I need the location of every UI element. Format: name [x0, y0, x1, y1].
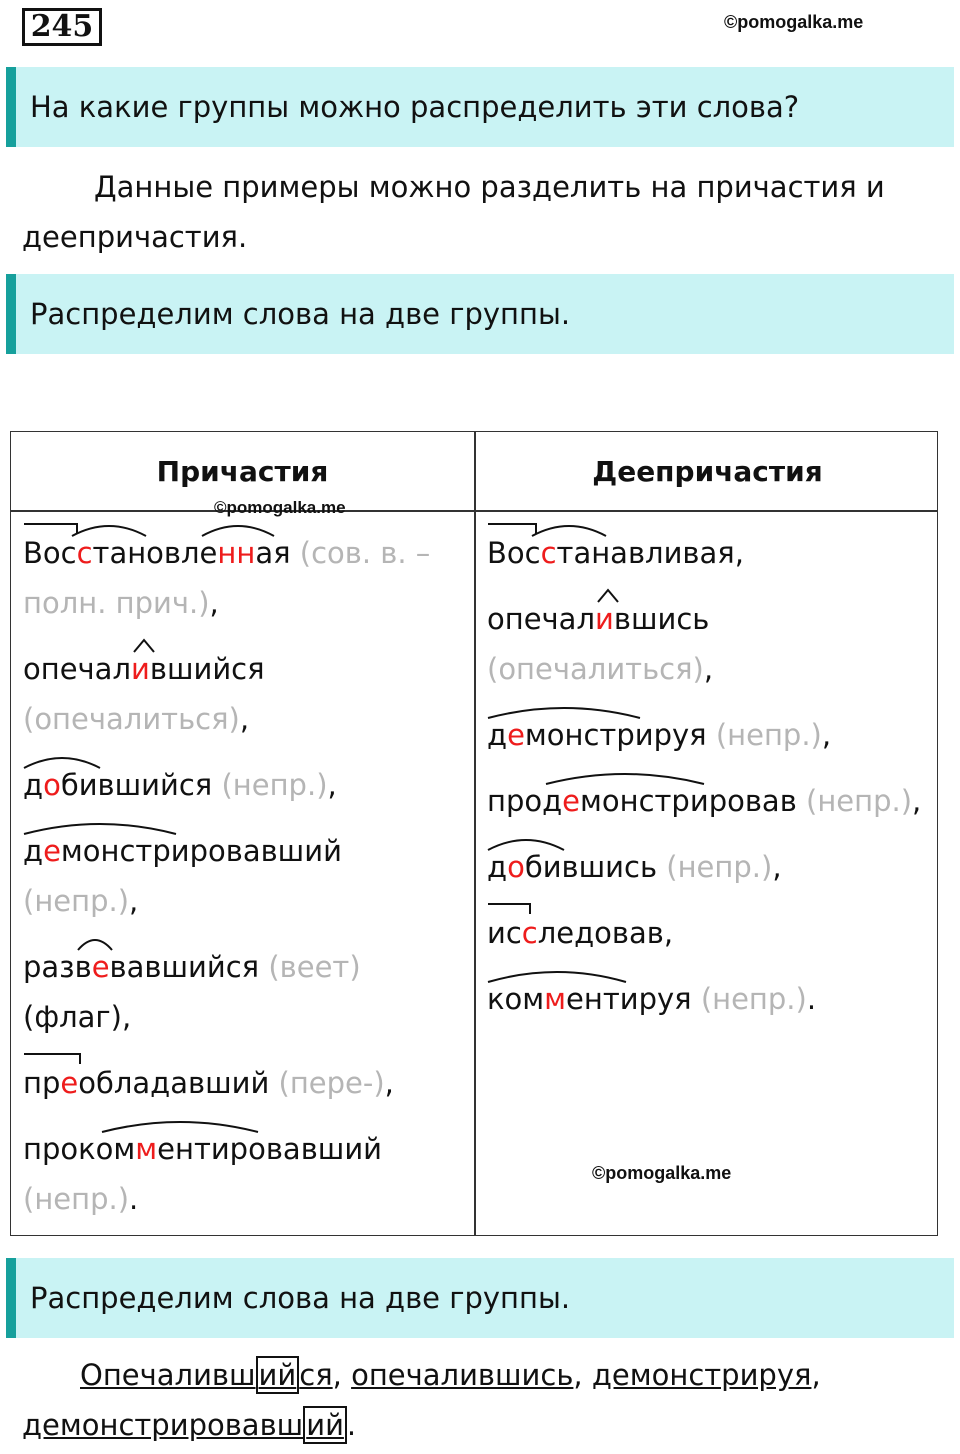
word-part: опечал: [23, 652, 131, 686]
word-part: опечал: [487, 602, 595, 636]
word-part: ентируя: [566, 982, 701, 1016]
right-entry: [487, 710, 927, 760]
word-part: ,: [912, 784, 922, 818]
participles-column: [23, 528, 463, 1240]
answer-paragraph: Данные примеры можно разделить на причастия и деепричастия.: [22, 170, 885, 254]
instruction-band-2: [6, 1258, 954, 1338]
watermark-right: ©pomogalka.me: [592, 1163, 732, 1183]
word-part: монстрируя: [524, 718, 716, 752]
word-part: (в: [268, 950, 297, 984]
word-part: е: [562, 784, 581, 818]
word-part: пр: [23, 1066, 61, 1100]
left-entry: [23, 1124, 463, 1224]
instruction-text-2: Распределим слова на две группы.: [30, 1281, 571, 1315]
question-band: [6, 67, 954, 147]
right-entry: [487, 594, 927, 694]
word-part: (флаг),: [23, 1000, 132, 1034]
table-divider: [474, 432, 476, 1235]
word-part: ком: [487, 982, 545, 1016]
gerunds-column: [487, 528, 927, 1040]
word-part: Вос: [23, 536, 77, 570]
word-part: е: [296, 950, 315, 984]
parsed-words: Опечаливш ий ся, опечалившись, демонстрируя, демонстрировавш ий .: [22, 1358, 821, 1442]
word-part: ,: [239, 702, 250, 736]
word-part: бившийся: [60, 768, 222, 802]
left-entry: [23, 760, 463, 810]
word-part: ,: [703, 652, 714, 686]
word-opechalivshiysya: Опечаливш ий ся: [80, 1358, 333, 1392]
word-part: (непр.): [23, 884, 130, 918]
instruction-band: [6, 274, 954, 354]
word-part: е: [91, 950, 110, 984]
word-part: е: [60, 1066, 79, 1100]
right-entry: [487, 908, 927, 958]
word-part: ,: [384, 1066, 394, 1100]
word-part: и: [131, 652, 150, 686]
word-part: ентировавший: [157, 1132, 383, 1166]
word-part: Вос: [487, 536, 541, 570]
classification-table: [10, 431, 938, 1236]
word-part: (сов. в. – полн. прич.): [23, 536, 431, 620]
table-header-line: [11, 510, 937, 512]
word-part: и: [606, 652, 626, 686]
word-part: ледовав,: [537, 916, 674, 950]
left-entry: [23, 644, 463, 744]
word-part: (опечал: [23, 702, 143, 736]
word-part: и: [142, 702, 162, 736]
word-part: обладавший: [78, 1066, 279, 1100]
word-part: с: [540, 536, 557, 570]
right-entry: [487, 842, 927, 892]
word-part: ет): [314, 950, 361, 984]
word-part: м: [544, 982, 567, 1016]
word-part: .: [129, 1182, 139, 1216]
word-opechalivshis: опечалившись: [351, 1358, 574, 1392]
word-part: прод: [487, 784, 563, 818]
word-demonstrirovavshiy: демонстрировавш ий: [22, 1406, 347, 1444]
word-part: бившись: [524, 850, 667, 884]
exercise-number: 245: [22, 8, 102, 46]
word-demonstriruya: демонстрируя: [591, 1358, 812, 1392]
word-part: е: [43, 834, 61, 868]
word-part: ться): [625, 652, 704, 686]
word-part: (опечал: [487, 652, 607, 686]
left-entry: [23, 1058, 463, 1108]
right-entry: [487, 776, 927, 826]
left-entry: [23, 942, 463, 1042]
word-part: монстрировавший: [60, 834, 342, 868]
word-part: с: [76, 536, 93, 570]
instruction-text: Распределим слова на две группы.: [30, 297, 571, 331]
word-part: е: [507, 718, 525, 752]
word-part: (непр.): [700, 982, 807, 1016]
column-header-participles: Причастия: [156, 455, 329, 488]
word-part: м: [135, 1132, 158, 1166]
word-part: ться): [161, 702, 240, 736]
word-part: .: [806, 982, 817, 1016]
word-part: о: [43, 768, 61, 802]
word-part: вавшийся: [109, 950, 269, 984]
word-part: д: [23, 834, 44, 868]
word-part: ,: [821, 718, 832, 752]
left-entry: [23, 528, 463, 628]
word-part: ,: [209, 586, 219, 620]
word-part: разв: [23, 950, 92, 984]
word-part: танавливая,: [556, 536, 744, 570]
word-part: ,: [327, 768, 337, 802]
word-part: (непр.): [806, 784, 913, 818]
word-part: тановле: [92, 536, 218, 570]
column-header-gerunds: Деепричастия: [592, 455, 823, 488]
word-part: нн: [217, 536, 256, 570]
word-part: (пере-): [278, 1066, 385, 1100]
watermark-table: ©pomogalka.me: [214, 498, 346, 517]
word-part: проком: [23, 1132, 136, 1166]
word-part: д: [23, 768, 44, 802]
word-part: и: [595, 602, 614, 636]
word-part: д: [487, 850, 508, 884]
word-part: монстрировав: [580, 784, 807, 818]
word-part: ,: [129, 884, 139, 918]
word-part: ая: [255, 536, 300, 570]
word-part: вшийся: [149, 652, 265, 686]
word-part: (непр.): [715, 718, 822, 752]
right-entry: [487, 528, 927, 578]
left-entry: [23, 826, 463, 926]
word-part: о: [507, 850, 525, 884]
right-entry: [487, 974, 927, 1024]
ending-box-2: ий: [303, 1406, 347, 1444]
word-part: (непр.): [666, 850, 773, 884]
word-part: ,: [772, 850, 782, 884]
ending-box: ий: [256, 1356, 300, 1394]
word-part: ис: [487, 916, 522, 950]
word-part: д: [487, 718, 508, 752]
word-part: вшись: [613, 602, 710, 636]
word-part: (непр.): [23, 1182, 130, 1216]
word-part: с: [521, 916, 538, 950]
word-part: (непр.): [221, 768, 328, 802]
question-text: На какие группы можно распределить эти слова?: [30, 90, 800, 124]
watermark: ©pomogalka.me: [724, 12, 864, 32]
